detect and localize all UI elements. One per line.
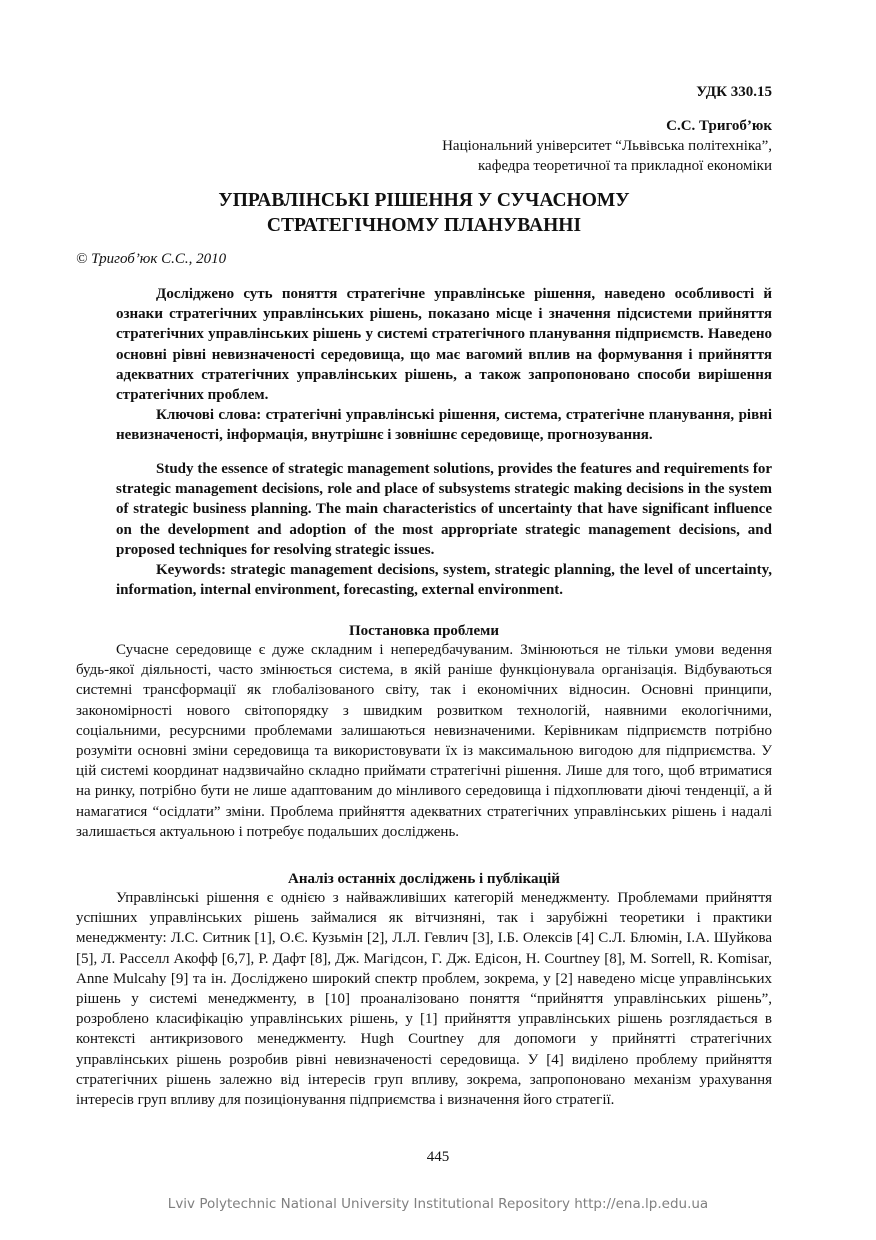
abstract-ukrainian: [116, 284, 772, 446]
abstract-ukrainian-keywords: Ключові слова: стратегічні управлінські рішення, система, стратегічне планування, рівні невизначеності, інформація, внутрішнє і зовнішнє середовище, прогнозування.: [116, 407, 772, 444]
section-body-problem: [76, 640, 772, 842]
affiliation-line-1: Національний університет “Львівська політехніка”,: [442, 138, 772, 154]
repository-footer: Lviv Polytechnic National University Institutional Repository http://ena.lp.edu.ua: [167, 1196, 709, 1212]
abstract-ukrainian-text: Досліджено суть поняття стратегічне управлінське рішення, наведено особливості й ознаки стратегічних управлінських рішень, показано місце і значення підсистеми прийняття стратегічних управлінських рішень у системі стратегічного планування підприємств. Наведено основні рівні невизначеності середовища, що має вагомий вплив на формування і прийняття адекватних стратегічних управлінських рішень, а також запропоновано способи вирішення стратегічних проблем.: [116, 286, 772, 404]
abstract-english-text: Study the essence of strategic management solutions, provides the features and requirements for strategic management decisions, role and place of subsystems strategic making decisions in the system of strategic business planning. The main characteristics of uncertainty that have significant influence on the development and adoption of the most appropriate strategic management decisions, and proposed techniques for resolving strategic issues.: [116, 461, 772, 558]
paragraph: Управлінські рішення є однією з найважливіших категорій менеджменту. Проблемами прийняття успішних управлінських рішень займалися як вітчизняні, так і зарубіжні теоретики і практики менеджменту: Л.С. Ситник [1], О.Є. Кузьмін [2], Л.Л. Гевлич [3], І.Б. Олексів [4] С.Л. Блюмін, І.А. Шуйкова [5], Л. Расселл Акофф [6,7], Р. Дафт [8], Дж. Магідсон, Г. Дж. Едісон, H. Courtney [8], M. Sorrell, R. Komisar, Anne Mulcahy [9] та ін. Досліджено широкий спектр проблем, зокрема, у [2] наведено місце управлінських рішень у системі менеджменту, в [10] проаналізовано поняття “прийняття управлінських рішень”, розроблено класифікацію управлінських рішень, у [1] прийняття управлінських рішень розглядається в контексті антикризового менеджменту. Hugh Courtney для допомоги у прийнятті стратегічних управлінських рішень розробив рівні невизначеності середовища. У [4] виділено проблему прийняття стратегічних рішень залежно від інтересів груп впливу, зокрема, запропоновано механізм урахування інтересів груп впливу для позиціонування підприємства і визначення його стратегії.: [76, 890, 772, 1109]
article-title-line-1: УПРАВЛІНСЬКІ РІШЕННЯ У СУЧАСНОМУ: [218, 190, 630, 211]
page-number: 445: [426, 1149, 450, 1165]
abstract-english: [116, 459, 772, 600]
copyright-notice: © Тригоб’юк С.С., 2010: [76, 251, 227, 267]
paragraph: Сучасне середовище є дуже складним і непередбачуваним. Змінюються не тільки умови ведення будь-якої діяльності, часто змінюється система, в якій раніше функціонувала організація. Відбуваються системні трансформації як глобалізованого світу, так і економічних відносин. Основні принципи, закономірності нового світопорядку з швидким розвитком технологій, наявними екологічними, соціальними, ресурсними проблемами залишаються невизначеними. Керівникам підприємств потрібно розуміти основні зміни середовища та використовувати їх із максимальною вигодою для підприємства. У цій системі координат надзвичайно складно приймати стратегічні рішення. Лише для того, щоб втриматися на ринку, потрібно бути не лише адаптованим до мінливого середовища і підхоплювати діючі тенденції, а й намагатися “осідлати” зміни. Проблема прийняття адекватних стратегічних управлінських рішень і надалі залишається актуальною і потребує подальших досліджень.: [76, 642, 772, 840]
section-body-literature: [76, 888, 772, 1110]
section-heading-literature: Аналіз останніх досліджень і публікацій: [288, 871, 560, 887]
article-title-line-2: СТРАТЕГІЧНОМУ ПЛАНУВАННІ: [266, 215, 582, 236]
abstract-english-keywords: Keywords: strategic management decisions, system, strategic planning, the level of uncertainty, information, internal environment, forecasting, external environment.: [116, 562, 772, 599]
udc-code: УДК 330.15: [696, 84, 772, 100]
article-title: [76, 188, 772, 238]
affiliation-line-2: кафедра теоретичної та прикладної економіки: [478, 158, 772, 174]
affiliation: [312, 136, 772, 176]
section-heading-problem: Постановка проблеми: [349, 623, 499, 639]
author-name: С.С. Тригоб’юк: [666, 118, 772, 134]
